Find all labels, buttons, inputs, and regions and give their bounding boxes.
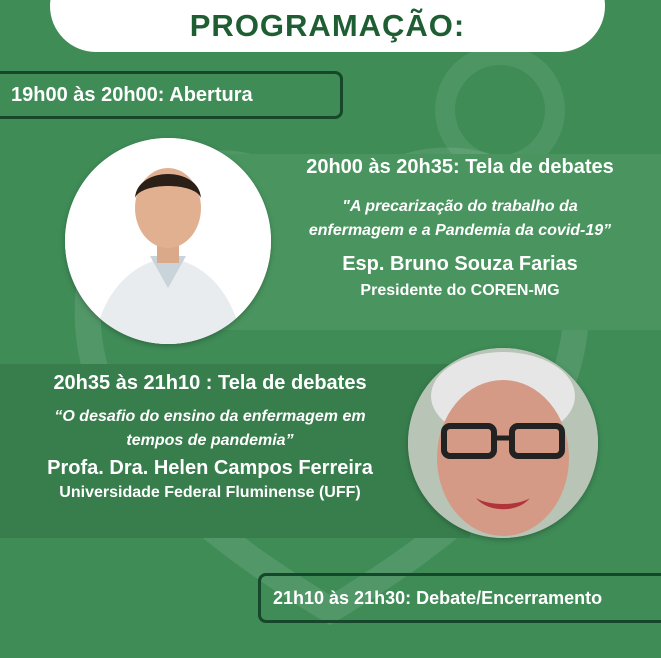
session1-time: 20h00 às 20h35: Tela de debates xyxy=(306,156,614,178)
opening-slot xyxy=(0,71,343,119)
session1-speaker: Esp. Bruno Souza Farias xyxy=(342,253,578,275)
page-title: PROGRAMAÇÃO: xyxy=(189,8,466,43)
session2-speaker: Profa. Dra. Helen Campos Ferreira xyxy=(47,457,373,479)
session2-time: 20h35 às 21h10 : Tela de debates xyxy=(53,372,367,394)
session1-role: Presidente do COREN-MG xyxy=(360,282,560,299)
speaker1-photo xyxy=(65,138,271,344)
session1-quote-line1: "A precarização do trabalho da xyxy=(342,198,578,215)
speaker2-photo xyxy=(408,348,598,538)
session2-quote-line2: tempos de pandemia” xyxy=(126,432,294,449)
session1-block xyxy=(270,156,650,300)
speaker-photo-man-icon xyxy=(65,138,271,344)
opening-label: 19h00 às 20h00: Abertura xyxy=(11,83,253,106)
session2-block xyxy=(10,372,410,502)
speaker-photo-woman-icon xyxy=(408,348,598,538)
closing-slot xyxy=(258,573,661,623)
session2-quote xyxy=(10,405,410,453)
session2-role: Universidade Federal Fluminense (UFF) xyxy=(59,484,361,501)
title-banner xyxy=(50,0,605,52)
session2-quote-line1: “O desafio do ensino da enfermagem em xyxy=(54,408,366,425)
closing-label: 21h10 às 21h30: Debate/Encerramento xyxy=(273,587,603,608)
session1-quote-line2: enfermagem e a Pandemia da covid-19” xyxy=(308,222,612,239)
session1-quote xyxy=(270,195,650,243)
